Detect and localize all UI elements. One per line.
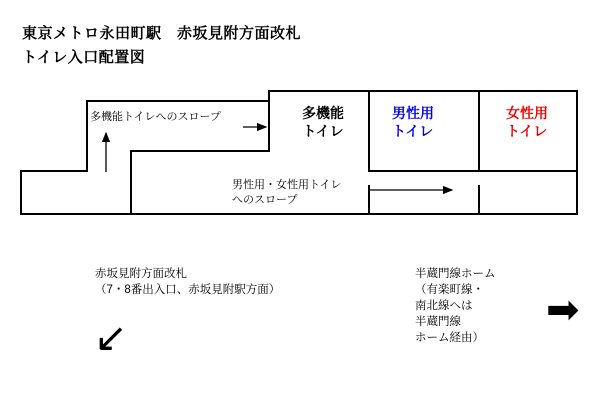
- room-label-multi-line1: 多機能: [302, 105, 344, 121]
- wall-corridor-upper-top: [86, 100, 268, 102]
- arrow-right-icon: ➡: [546, 287, 580, 333]
- arrow-down-left-icon: ↙: [94, 315, 128, 361]
- exit-annotation: [95, 266, 280, 298]
- wall-left: [20, 170, 22, 215]
- wall-female-left: [478, 90, 480, 170]
- platform-annotation-line3: 南北線へは: [415, 300, 473, 312]
- room-label-female-line1: 女性用: [506, 105, 548, 121]
- room-label-female-line2: トイレ: [506, 123, 548, 139]
- platform-annotation: [415, 266, 496, 346]
- room-label-male: [392, 104, 456, 140]
- wall-right: [576, 90, 578, 215]
- wall-multi-bottom: [130, 150, 270, 152]
- wall-corridor-upper: [86, 100, 88, 172]
- room-label-male-line2: トイレ: [392, 123, 434, 139]
- platform-annotation-line4: 半蔵門線: [415, 316, 461, 328]
- caption-common-slope: [232, 178, 341, 208]
- wall-male-left: [368, 90, 370, 170]
- page-title-line1: 東京メトロ永田町駅 赤坂見附方面改札: [22, 25, 302, 42]
- page-title-line2: トイレ入口配置図: [22, 49, 146, 66]
- exit-annotation-line2: （7・8番出入口、赤坂見附駅方面）: [95, 284, 281, 296]
- room-label-male-line1: 男性用: [392, 105, 434, 121]
- caption-common-slope-line1: 男性用・女性用トイレ: [232, 179, 342, 191]
- caption-common-slope-line2: へのスロープ: [232, 194, 298, 206]
- exit-annotation-line1: 赤坂見附方面改札: [95, 268, 187, 280]
- room-label-multi-line2: トイレ: [302, 123, 344, 139]
- caption-multi-slope: 多機能トイレへのスロープ: [90, 111, 221, 123]
- room-label-female: [506, 104, 570, 140]
- wall-inner-horizontal: [368, 170, 578, 172]
- wall-corridor-top: [20, 170, 86, 172]
- wall-bottom: [20, 213, 578, 215]
- platform-annotation-line1: 半蔵門線ホーム: [415, 268, 496, 280]
- wall-multi-notch-left: [130, 150, 132, 213]
- room-label-multi: [281, 104, 365, 140]
- platform-annotation-line2: （有楽町線・: [415, 284, 484, 296]
- wall-female-left-lower: [478, 185, 480, 215]
- wall-top: [268, 90, 578, 92]
- wall-male-left-lower: [368, 185, 370, 215]
- wall-multi-left: [268, 90, 270, 152]
- platform-annotation-line5: ホーム経由）: [415, 332, 484, 344]
